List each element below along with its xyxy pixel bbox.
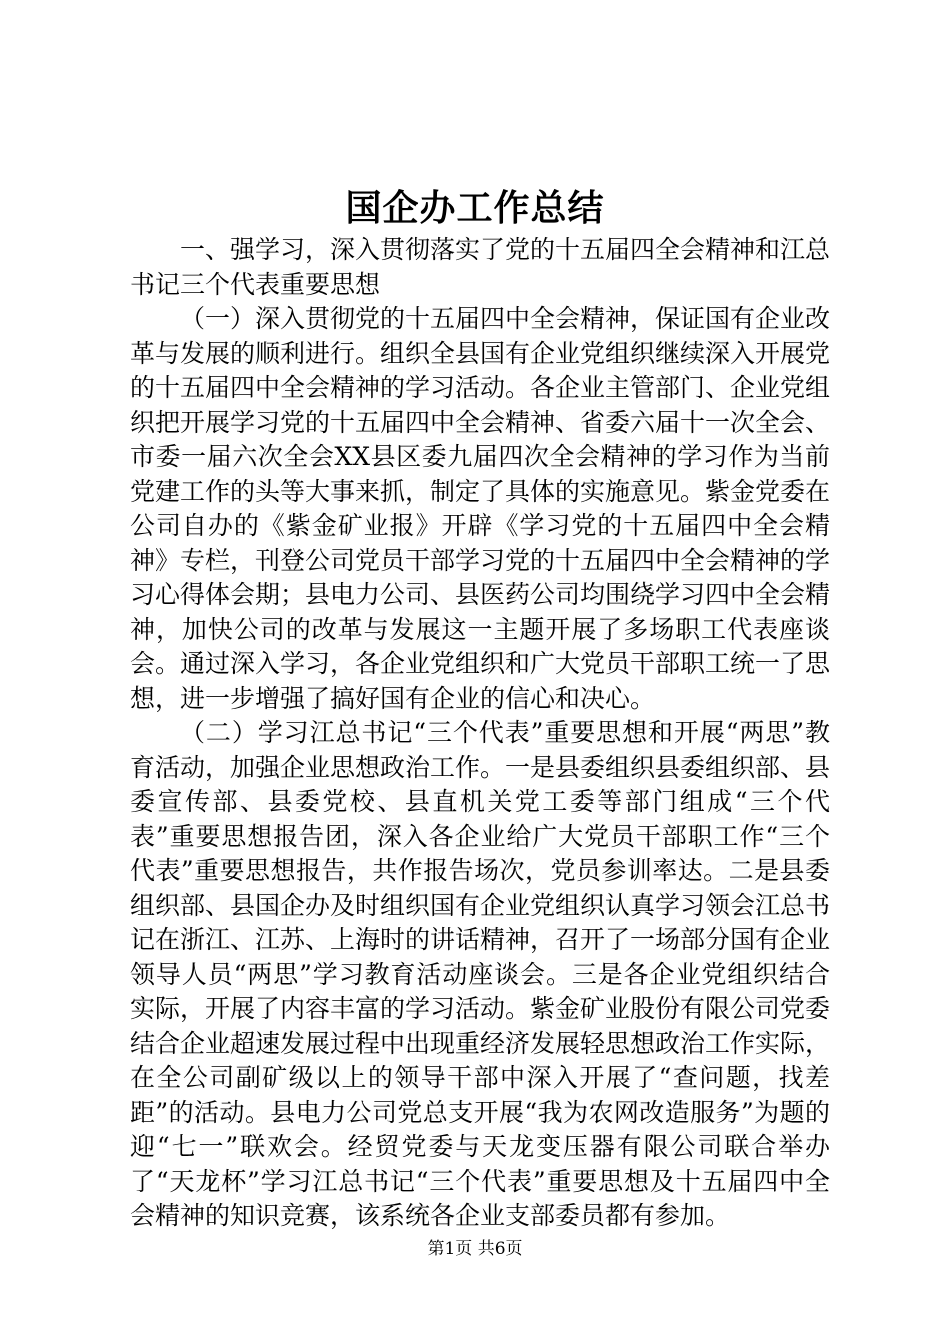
body-paragraph-1: （一）深入贯彻党的十五届四中全会精神，保证国有企业改革与发展的顺利进行。组织全县国有企业党组织继续深入开展党的十五届四中全会精神的学习活动。各企业主管部门、企业党组织把开展学习党的十五届四中全会精神、省委六届十一次全会、市委一届六次全会XX县区委九届四次全会精神的学习作为当前党建工作的头等大事来抓，制定了具体的实施意见。紫金党委在公司自办的《紫金矿业报》开辟《学习党的十五届四中全会精神》专栏，刊登公司党员干部学习党的十五届四中全会精神的学习心得体会期；县电力公司、县医药公司均围绕学习四中全会精神，加快公司的改革与发展这一主题开展了多场职工代表座谈会。通过深入学习，各企业党组织和广大党员干部职工统一了思想，进一步增强了搞好国有企业的信心和决心。 (130, 304, 831, 713)
document-title: 国企办工作总结 (345, 187, 605, 229)
document-body (130, 233, 830, 1234)
section-heading-paragraph: 一、强学习，深入贯彻落实了党的十五届四全会精神和江总书记三个代表重要思想 (130, 235, 831, 299)
body-paragraph-2: （二）学习江总书记“三个代表”重要思想和开展“两思”教育活动，加强企业思想政治工作。一是县委组织县委组织部、县委宣传部、县委党校、县直机关党工委等部门组成“三个代表”重要思想报告团，深入各企业给广大党员干部职工作“三个代表”重要思想报告，共作报告场次，党员参训率达。二是县委组织部、县国企办及时组织国有企业党组织认真学习领会江总书记在浙江、江苏、上海时的讲话精神，召开了一场部分国有企业领导人员“两思”学习教育活动座谈会。三是各企业党组织结合实际，开展了内容丰富的学习活动。紫金矿业股份有限公司党委结合企业超速发展过程中出现重经济发展轻思想政治工作实际，在全公司副矿级以上的领导干部中深入开展了“查问题，找差距”的活动。县电力公司党总支开展“我为农网改造服务”为题的迎“七一”联欢会。经贸党委与天龙变压器有限公司联合举办了“天龙杯”学习江总书记“三个代表”重要思想及十五届四中全会精神的知识竞赛，该系统各企业支部委员都有参加。 (130, 718, 831, 1230)
page-number-footer: 第1页 共6页 (427, 1239, 523, 1259)
